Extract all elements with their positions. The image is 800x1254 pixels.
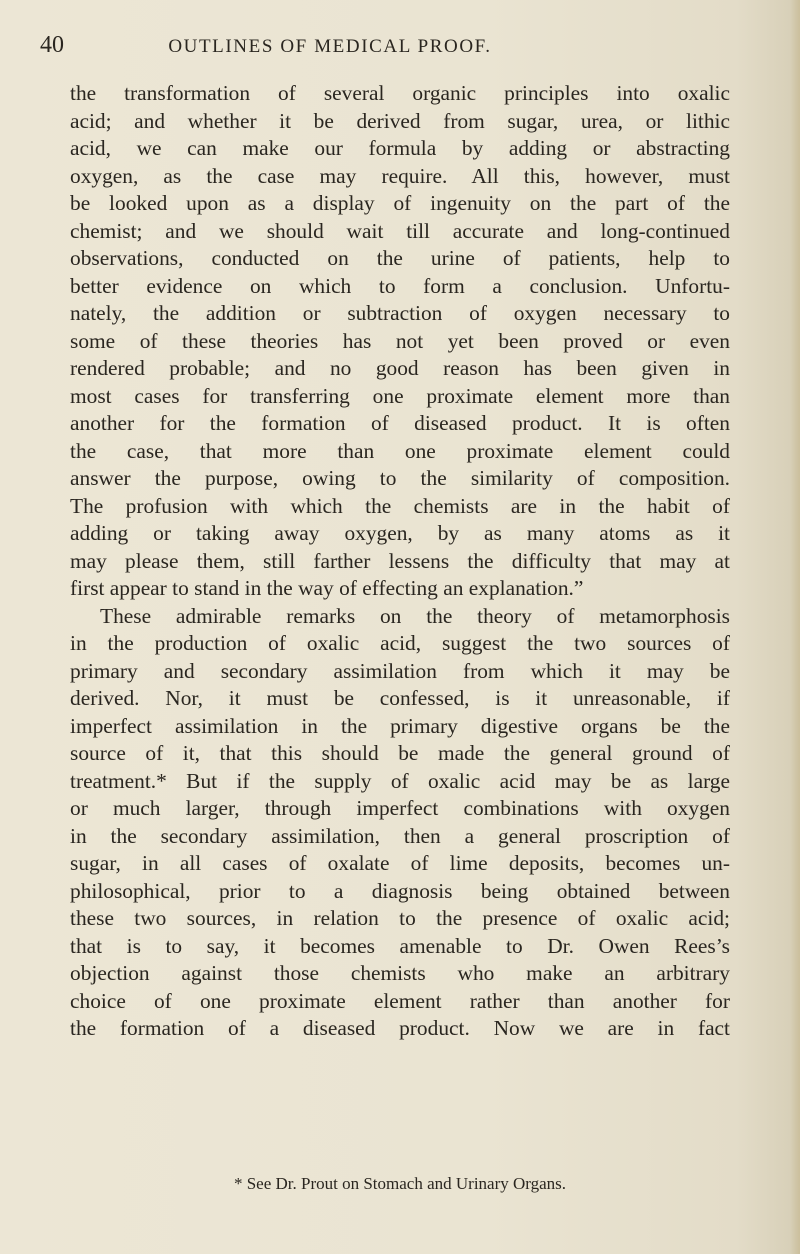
text-line: rendered probable; and no good reason has been given in (70, 356, 730, 380)
text-line: or much larger, through imperfect combinations with oxygen (70, 796, 730, 820)
text-line: The profusion with which the chemists are in the habit of (70, 493, 730, 518)
text-line: treatment.* But if the supply of oxalic acid may be as large (70, 768, 730, 793)
text-line: oxygen, as the case may require. All this, however, must (70, 163, 730, 188)
text-line: in the secondary assimilation, then a general proscription of (70, 823, 730, 848)
paragraph-start-line: These admirable remarks on the theory of metamorphosis (100, 603, 730, 628)
text-line: the transformation of several organic principles into oxalic (70, 81, 730, 105)
text-line: objection against those chemists who make an arbitrary (70, 961, 730, 985)
text-line: another for the formation of diseased product. It is often (70, 411, 730, 435)
text-line: adding or taking away oxygen, by as many atoms as it (70, 521, 730, 545)
page-header (40, 30, 760, 60)
text-line: acid; and whether it be derived from sugar, urea, or lithic (70, 108, 730, 133)
page-number: 40 (40, 32, 64, 58)
text-line: be looked upon as a display of ingenuity on the part of the (70, 191, 730, 215)
text-line: that is to say, it becomes amenable to Dr. Owen Rees’s (70, 933, 730, 958)
page-edge-shadow (790, 0, 800, 1254)
text-line: philosophical, prior to a diagnosis being obtained between (70, 878, 730, 903)
text-line: imperfect assimilation in the primary digestive organs be the (70, 713, 730, 738)
text-line: choice of one proximate element rather than another for (70, 988, 730, 1013)
text-line: the case, that more than one proximate element could (70, 438, 730, 463)
text-line: these two sources, in relation to the presence of oxalic acid; (70, 906, 730, 930)
text-line: primary and secondary assimilation from which it may be (70, 658, 730, 683)
text-line: nately, the addition or subtraction of oxygen necessary to (70, 301, 730, 325)
footnote: * See Dr. Prout on Stomach and Urinary Organs. (233, 1174, 567, 1193)
text-line: answer the purpose, owing to the similarity of composition. (70, 466, 730, 490)
text-line: acid, we can make our formula by adding or abstracting (70, 136, 730, 160)
body-text (70, 80, 730, 1043)
running-head: OUTLINES OF MEDICAL PROOF. (168, 36, 492, 57)
text-line: chemist; and we should wait till accurate and long-continued (70, 218, 730, 243)
text-line: in the production of oxalic acid, suggest the two sources of (70, 631, 730, 655)
text-line: better evidence on which to form a conclusion. Unfortu- (70, 273, 730, 298)
text-line: source of it, that this should be made the general ground of (70, 741, 730, 765)
text-line: first appear to stand in the way of effecting an explanation.” (70, 576, 584, 600)
text-line: derived. Nor, it must be confessed, is it unreasonable, if (70, 686, 730, 710)
text-line: observations, conducted on the urine of patients, help to (70, 246, 730, 270)
text-line: may please them, still farther lessens the difficulty that may at (70, 548, 730, 573)
text-line: some of these theories has not yet been proved or even (70, 328, 730, 353)
text-line: the formation of a diseased product. Now we are in fact (70, 1016, 730, 1040)
text-line: most cases for transferring one proximate element more than (70, 383, 730, 408)
text-line: sugar, in all cases of oxalate of lime deposits, becomes un- (70, 851, 730, 875)
